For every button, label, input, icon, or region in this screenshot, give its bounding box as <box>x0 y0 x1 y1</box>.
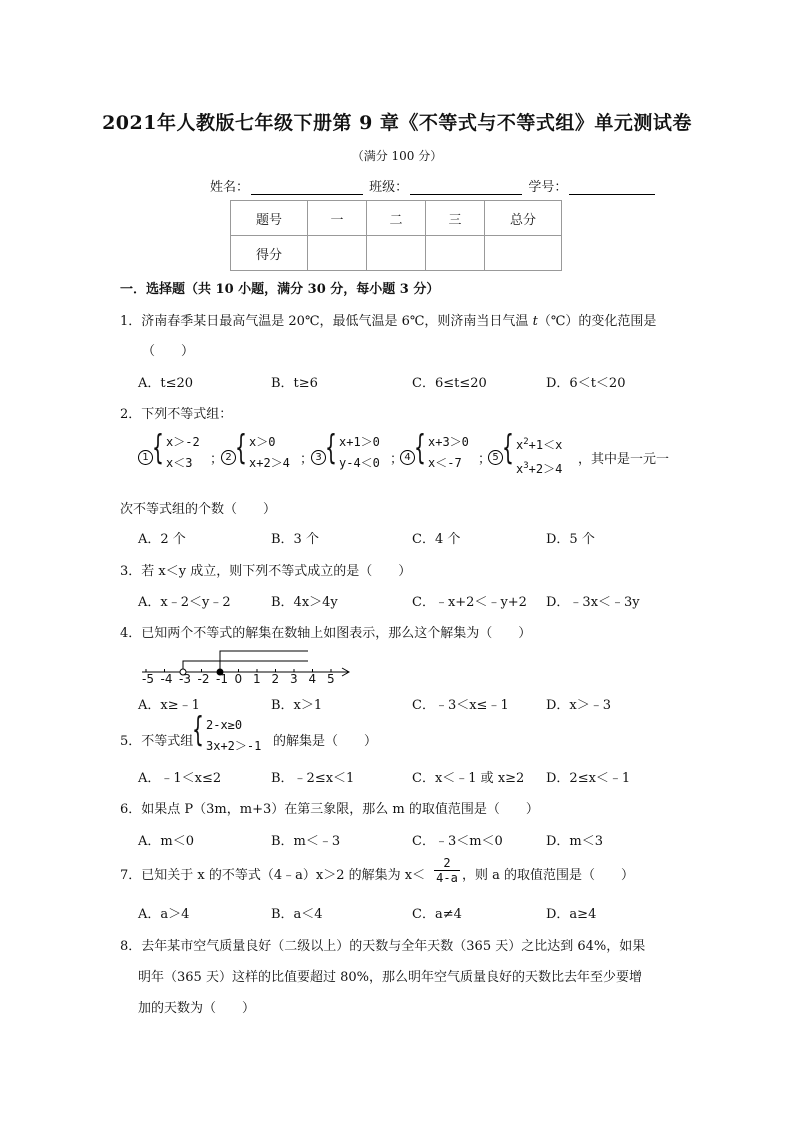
q1-stem <box>120 310 656 329</box>
circled-number: 3 <box>311 450 326 465</box>
q7-option-a[interactable]: A．a＞4 <box>138 907 190 922</box>
inequality: 2-x≥0 <box>206 718 243 732</box>
system-2 <box>249 432 290 474</box>
q2-option-b[interactable]: B．3 个 <box>271 532 319 547</box>
q7-option-d[interactable]: D．a≥4 <box>546 907 597 922</box>
inequality: x＜3 <box>166 456 193 470</box>
inequality: $x^2+1<x$ <box>516 437 563 452</box>
separator: ； <box>478 452 492 467</box>
fraction-numerator: 2 <box>434 856 460 871</box>
circled-number: 2 <box>221 450 236 465</box>
score-input-cell[interactable] <box>485 236 562 271</box>
q2-stem-cont: 次不等式组的个数（ ） <box>120 502 277 517</box>
id-field[interactable] <box>569 180 655 195</box>
tick-label: 5 <box>327 672 335 686</box>
q3-option-c[interactable]: C．﹣x+2＜﹣y+2 <box>412 595 527 610</box>
brace-icon: { <box>152 428 164 468</box>
brace-icon: { <box>502 428 514 468</box>
page-title: 2021年人教版七年级下册第 9 章《不等式与不等式组》单元测试卷 <box>102 112 692 134</box>
table-cell: 三 <box>426 201 485 236</box>
full-score-note: （满分 100 分） <box>351 149 443 163</box>
class-field[interactable] <box>410 180 522 195</box>
system-3 <box>339 432 380 474</box>
inequality: y-4＜0 <box>339 456 380 470</box>
circled-number: 1 <box>138 450 153 465</box>
separator: ； <box>390 452 404 467</box>
separator: ； <box>300 452 314 467</box>
inequality: x＞-2 <box>166 435 200 449</box>
q6-option-c[interactable]: C．﹣3＜m＜0 <box>412 834 503 849</box>
table-cell: 一 <box>308 201 367 236</box>
q4-stem: 4．已知两个不等式的解集在数轴上如图表示，那么这个解集为（ ） <box>120 626 532 641</box>
score-input-cell[interactable] <box>367 236 426 271</box>
brace-icon: { <box>235 428 247 468</box>
inequality: x+1＞0 <box>339 435 380 449</box>
table-cell: 二 <box>367 201 426 236</box>
q8-line-1: 8．去年某市空气质量良好（二级以上）的天数与全年天数（365 天）之比达到 64%，如果 <box>120 939 646 954</box>
q3-option-d[interactable]: D．﹣3x＜﹣3y <box>546 595 640 610</box>
inequality: 3x+2＞-1 <box>206 739 262 753</box>
q2-option-c[interactable]: C．4 个 <box>412 532 461 547</box>
q1-stem-text: 1．济南春季某日最高气温是 20℃，最低气温是 6℃，则济南当日气温 <box>120 314 529 329</box>
section-heading: 一．选择题（共 10 小题，满分 30 分，每小题 3 分） <box>120 282 440 297</box>
tick-label: 3 <box>290 672 298 686</box>
score-table <box>230 200 562 271</box>
q7-option-c[interactable]: C．a≠4 <box>412 907 462 922</box>
q6-option-b[interactable]: B．m＜﹣3 <box>271 834 341 849</box>
inequality: x+3＞0 <box>428 435 469 449</box>
q4-option-b[interactable]: B．x＞1 <box>271 698 323 713</box>
q2-stem-tail: ，其中是一元一 <box>578 452 670 467</box>
q6-option-d[interactable]: D．m＜3 <box>546 834 604 849</box>
q4-option-a[interactable]: A．x≥﹣1 <box>138 698 200 713</box>
tick-label: -1 <box>216 672 228 686</box>
q6-stem: 6．如果点 P（3m，m+3）在第三象限，那么 m 的取值范围是（ ） <box>120 802 539 817</box>
q3-option-b[interactable]: B．4x＞4y <box>271 595 338 610</box>
q8-line-2: 明年（365 天）这样的比值要超过 80%，那么明年空气质量良好的天数比去年至少要增 <box>138 970 642 985</box>
separator: ； <box>210 452 224 467</box>
brace-icon: { <box>325 428 337 468</box>
id-label: 学号： <box>528 180 568 195</box>
tick-labels <box>138 672 358 688</box>
system-4 <box>428 432 469 474</box>
inequality: $x^3+2>4$ <box>516 461 563 476</box>
tick-label: -3 <box>179 672 191 686</box>
tick-label: 1 <box>253 672 261 686</box>
q1-option-b[interactable]: B．t≥6 <box>271 376 318 391</box>
student-info <box>210 176 657 195</box>
inequality: x＜-7 <box>428 456 462 470</box>
q8-line-3: 加的天数为（ ） <box>138 1001 256 1016</box>
score-input-cell[interactable] <box>426 236 485 271</box>
q5-option-d[interactable]: D．2≤x＜﹣1 <box>546 771 631 786</box>
q7-stem-a: 7．已知关于 x 的不等式（4﹣a）x＞2 的解集为 x＜ <box>120 868 426 883</box>
q4-option-c[interactable]: C．﹣3＜x≤﹣1 <box>412 698 509 713</box>
table-row <box>231 236 562 271</box>
table-cell: 题号 <box>231 201 308 236</box>
q5-option-b[interactable]: B．﹣2≤x＜1 <box>271 771 355 786</box>
tick-label: -4 <box>160 672 173 686</box>
q1-option-d[interactable]: D．6＜t＜20 <box>546 376 626 391</box>
q2-stem: 2．下列不等式组： <box>120 407 233 422</box>
tick-label: -5 <box>142 672 154 686</box>
q3-stem: 3．若 x＜y 成立，则下列不等式成立的是（ ） <box>120 564 412 579</box>
q5-system <box>206 715 261 757</box>
tick-label: 2 <box>271 672 280 686</box>
system-1 <box>166 432 200 474</box>
q1-option-c[interactable]: C．6≤t≤20 <box>412 376 487 391</box>
table-cell: 总分 <box>485 201 562 236</box>
brace-icon: { <box>192 710 204 750</box>
q5-stem-b: 的解集是（ ） <box>273 734 378 749</box>
q5-option-c[interactable]: C．x＜﹣1 或 x≥2 <box>412 771 525 786</box>
tick-label: 4 <box>308 672 317 686</box>
name-field[interactable] <box>251 180 363 195</box>
score-input-cell[interactable] <box>308 236 367 271</box>
fraction <box>434 856 460 886</box>
q7-stem-b: ，则 a 的取值范围是（ ） <box>462 868 635 883</box>
circled-number: 4 <box>400 450 415 465</box>
q1-option-a[interactable]: A．t≤20 <box>138 376 194 391</box>
class-label: 班级： <box>369 180 409 195</box>
inequality: x+2＞4 <box>249 456 290 470</box>
q7-option-b[interactable]: B．a＜4 <box>271 907 323 922</box>
inequality: x＞0 <box>249 435 276 449</box>
q2-option-a[interactable]: A．2 个 <box>138 532 186 547</box>
q3-option-a[interactable]: A．x﹣2＜y﹣2 <box>138 595 231 610</box>
table-row <box>231 201 562 236</box>
table-cell: 得分 <box>231 236 308 271</box>
q5-option-a[interactable]: A．﹣1＜x≤2 <box>138 771 222 786</box>
q2-option-d[interactable]: D．5 个 <box>546 532 595 547</box>
name-label: 姓名： <box>210 180 250 195</box>
tick-label: 0 <box>234 672 243 686</box>
q1-variable: t <box>532 314 538 329</box>
tick-label: -2 <box>197 672 210 686</box>
q5-stem-a: 5．不等式组 <box>120 734 194 749</box>
system-5 <box>516 432 562 480</box>
fraction-denominator: 4-a <box>436 871 458 885</box>
q1-paren: （ ） <box>142 344 195 359</box>
circled-number: 5 <box>488 450 503 465</box>
brace-icon: { <box>414 428 426 468</box>
q6-option-a[interactable]: A．m＜0 <box>138 834 194 849</box>
q4-option-d[interactable]: D．x＞﹣3 <box>546 698 612 713</box>
q1-stem-text-b: （℃）的变化范围是 <box>537 314 657 329</box>
